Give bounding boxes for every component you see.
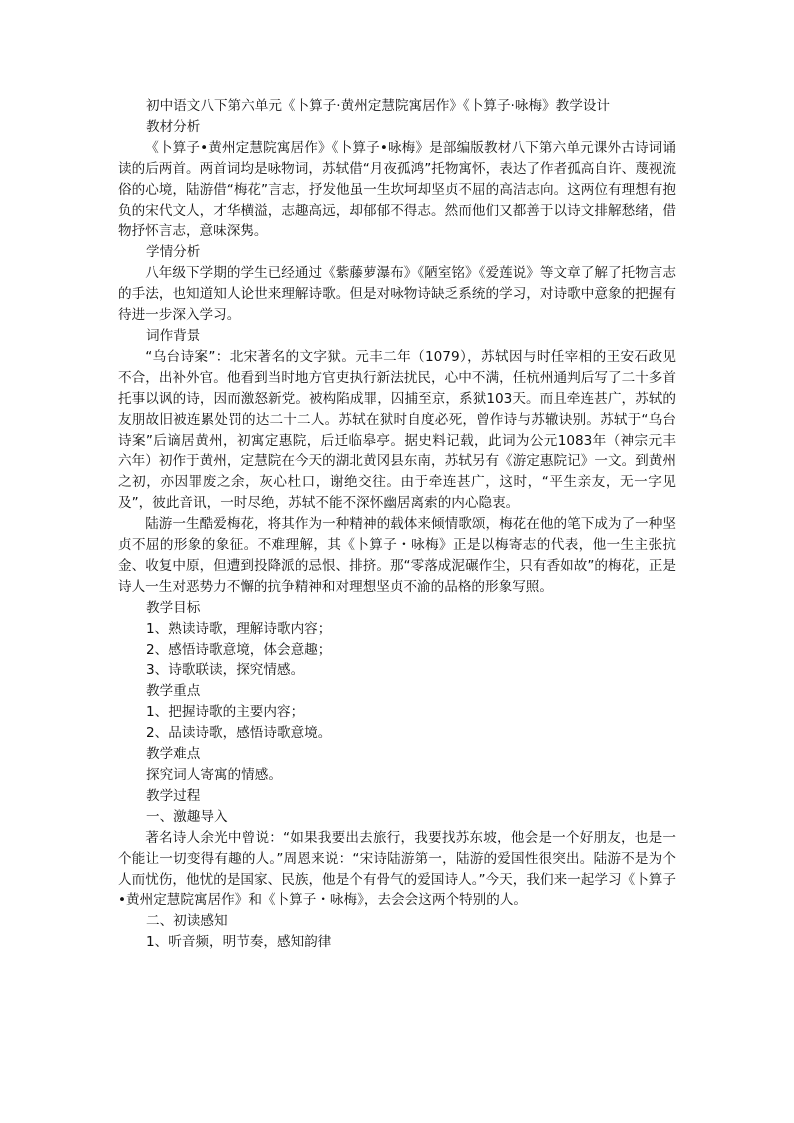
heading-background: 词作背景: [146, 327, 201, 344]
document-page: [118, 96, 676, 953]
heading-students: 学情分析: [146, 244, 201, 261]
goal-item-3: 3、诗歌联读，探究情感。: [146, 662, 305, 679]
paragraph-background-2: 陆游一生酷爱梅花，将其作为一种精神的载体来倾情歌颂，梅花在他的笔下成为了一种坚贞不屈的形象的象征。不难理解，其《卜算子・咏梅》正是以梅寄志的代表，他一生主张抗金、收复中原，但遭到投降派的忌恨、排挤。那“零落成泥碾作尘，只有香如故”的梅花，正是诗人一生对恶势力不懈的抗争精神和对理想坚贞不渝的品格的形象写照。: [118, 516, 676, 595]
document-title: 初中语文八下第六单元《卜算子·黄州定慧院寓居作》《卜算子·咏梅》教学设计: [146, 98, 611, 114]
heading-difficulty: 教学难点: [146, 746, 201, 763]
heading-process: 教学过程: [146, 787, 201, 804]
step-2-item-1: 1、听音频，明节奏，感知韵律: [146, 934, 332, 951]
paragraph-step-1: 著名诗人余光中曾说：“如果我要出去旅行，我要找苏东坡，他会是一个好朋友，也是一个能让一切变得有趣的人。”周恩来说：“宋诗陆游第一，陆游的爱国性很突出。陆游不是为个人而忧伤，他忧的是国家、民族，他是个有骨气的爱国诗人。”今天，我们来一起学习《卜算子•黄州定慧院寓居作》和《卜算子・咏梅》，去会会这两个特别的人。: [118, 829, 676, 909]
paragraph-students: 八年级下学期的学生已经通过《紫藤萝瀑布》《陋室铭》《爱莲说》等文章了解了托物言志的手法，也知道知人论世来理解诗歌。但是对咏物诗缺乏系统的学习，对诗歌中意象的把握有待进一步深入学习。: [118, 265, 676, 324]
goal-item-2: 2、感悟诗歌意境，体会意趣；: [146, 641, 332, 658]
paragraph-background-1: “乌台诗案”：北宋著名的文字狱。元丰二年（1079），苏轼因与时任宰相的王安石政见不合，出补外官。他看到当时地方官吏执行新法扰民，心中不满，任杭州通判后写了二十多首托事以讽的诗，因而激怒新党。被构陷成罪，囚捕至京，系狱103天。而且牵连甚广，苏轼的友朋故旧被连累处罚的达二十二人。苏轼在狱时自度必死，曾作诗与苏辙诀别。苏轼于“乌台诗案”后谪居黄州，初寓定惠院，后迁临皋亭。据史料记载，此词为公元1083年（神宗元丰六年）初作于黄州，定慧院在今天的湖北黄冈县东南，苏轼另有《游定惠院记》一文。到黄州之初，亦因罪废之余，灰心杜口，谢绝交往。由于牵连甚广，这时，“平生亲友，无一字见及”，彼此音讯，一时尽绝，苏轼不能不深怀幽居离索的内心隐衷。: [118, 348, 676, 512]
key-point-item-1: 1、把握诗歌的主要内容；: [146, 704, 305, 721]
heading-step-1: 一、激趣导入: [146, 808, 228, 825]
heading-analysis: 教材分析: [146, 118, 201, 135]
heading-goals: 教学目标: [146, 599, 201, 616]
heading-step-2: 二、初读感知: [146, 913, 228, 930]
difficulty-text: 探究词人寄寓的情感。: [146, 767, 282, 783]
key-point-item-2: 2、品读诗歌，感悟诗歌意境。: [146, 725, 332, 742]
paragraph-analysis: 《卜算子•黄州定慧院寓居作》《卜算子•咏梅》是部编版教材八下第六单元课外古诗词诵读的后两首。两首词均是咏物词，苏轼借“月夜孤鸿”托物寓怀，表达了作者孤高自许、蔑视流俗的心境，陆游借“梅花”言志，抒发他虽一生坎坷却坚贞不屈的高洁志向。这两位有理想有抱负的宋代文人，才华横溢，志趣高远，却郁郁不得志。然而他们又都善于以诗文排解愁绪，借物抒怀言志，意味深隽。: [118, 139, 676, 240]
goal-item-1: 1、熟读诗歌，理解诗歌内容；: [146, 620, 332, 637]
heading-key-points: 教学重点: [146, 683, 201, 700]
